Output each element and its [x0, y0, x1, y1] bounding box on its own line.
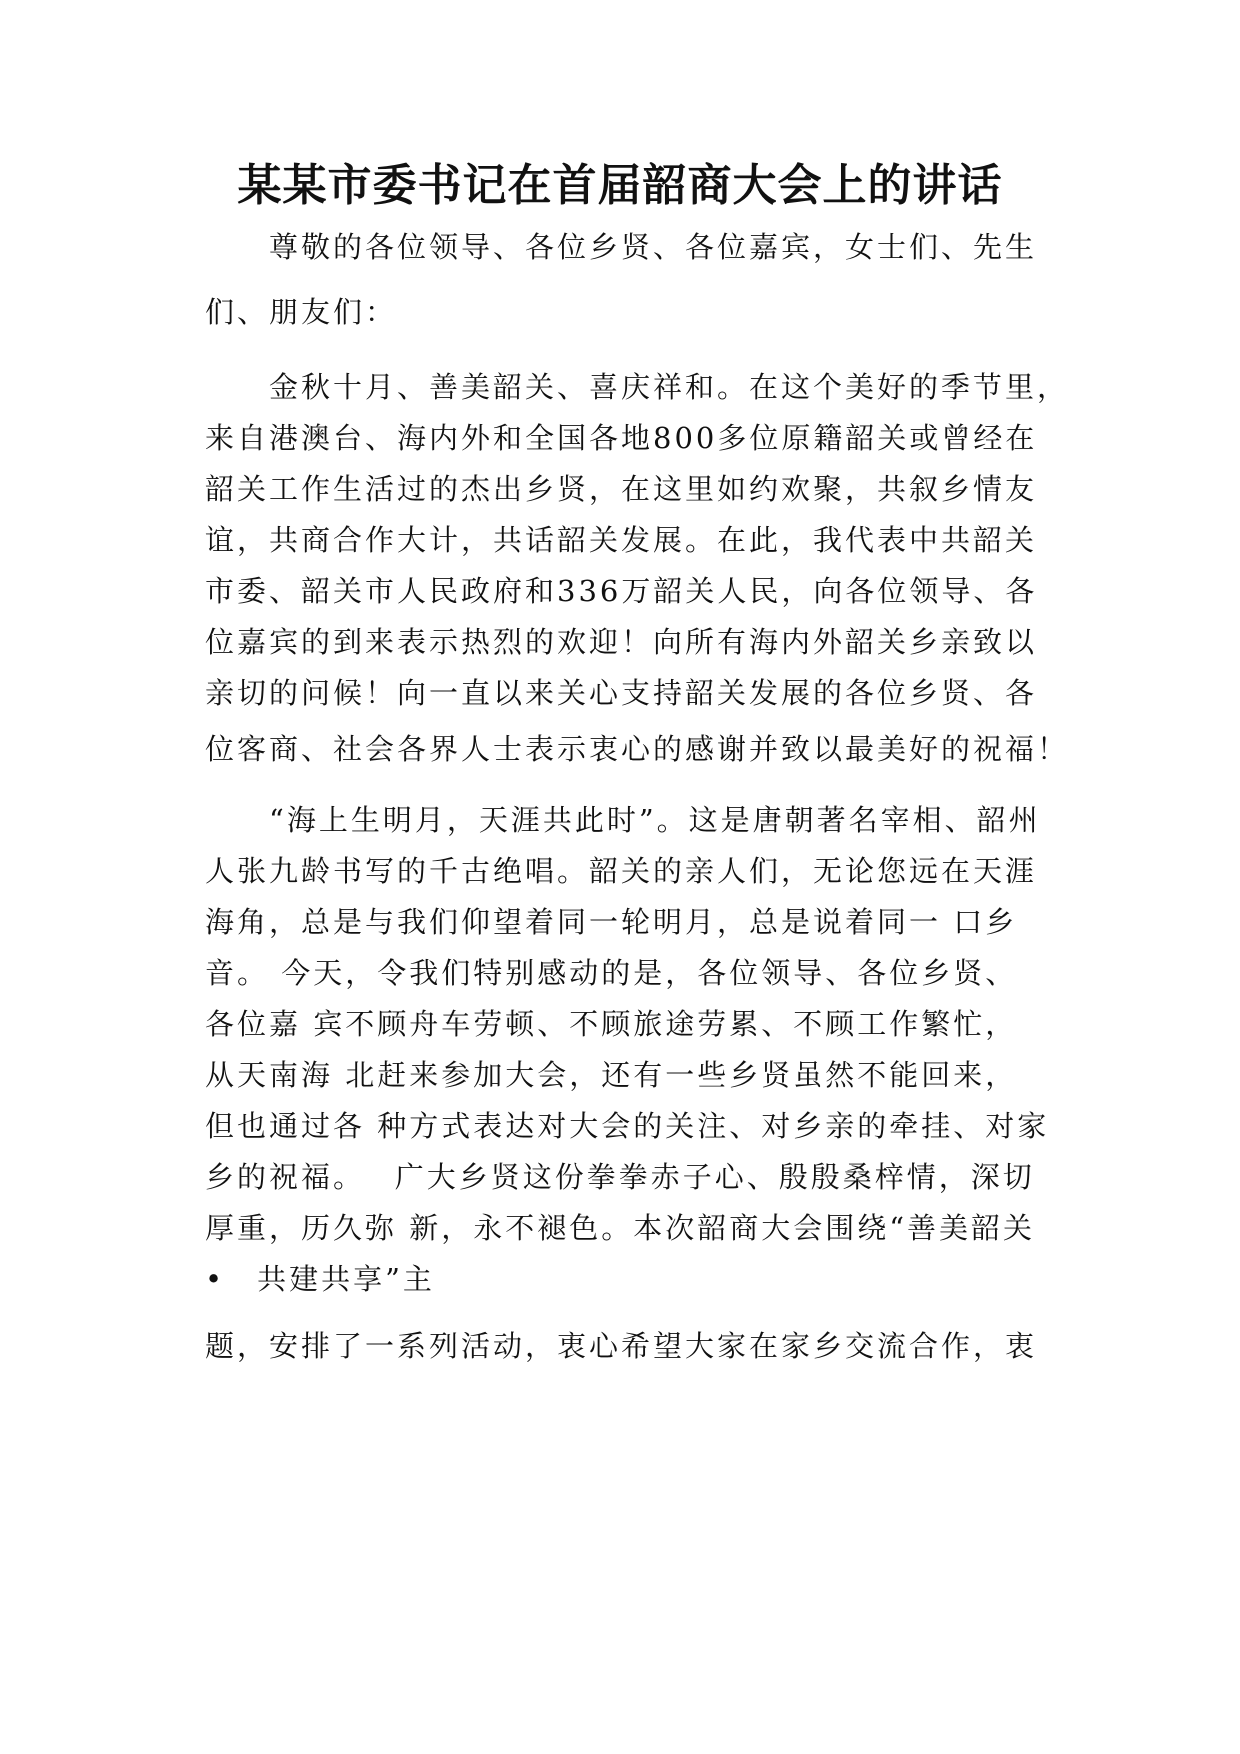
- text-line-21: 题，安排了一系列活动，衷心希望大家在家乡交流合作，衷: [205, 1329, 1038, 1363]
- text-line-19: 厚重，历久弥 新，永不褪色。本次韶商大会围绕“善美韶关: [205, 1211, 1036, 1245]
- text-line-5: 韶关工作生活过的杰出乡贤，在这里如约欢聚，共叙乡情友: [205, 472, 1038, 506]
- text-line-9: 亲切的问候！向一直以来关心支持韶关发展的各位乡贤、各: [205, 676, 1038, 710]
- document-title: 某某市委书记在首届韶商大会上的讲话: [237, 160, 1003, 211]
- text-line-12: 人张九龄书写的千古绝唱。韶关的亲人们，无论您远在天涯: [205, 854, 1038, 888]
- text-line-1: 尊敬的各位领导、各位乡贤、各位嘉宾，女士们、先生: [205, 230, 1038, 264]
- text-line-6: 谊，共商合作大计，共话韶关发展。在此，我代表中共韶关: [205, 523, 1038, 557]
- text-line-3: 金秋十月、善美韶关、喜庆祥和。在这个美好的季节里，: [205, 370, 1070, 404]
- text-line-17: 但也通过各 种方式表达对大会的关注、对乡亲的牵挂、对家: [205, 1109, 1050, 1143]
- text-line-18: 乡的祝福。 广大乡贤这份拳拳赤子心、殷殷桑梓情，深切: [205, 1160, 1035, 1194]
- text-line-14: 音。 今天，令我们特别感动的是，各位领导、各位乡贤、: [205, 956, 1018, 990]
- text-line-16: 从天南海 北赶来参加大会，还有一些乡贤虽然不能回来，: [205, 1058, 1018, 1092]
- text-line-13: 海角，总是与我们仰望着同一轮明月，总是说着同一 口乡: [205, 905, 1018, 939]
- text-line-11: “海上生明月，天涯共此时”。这是唐朝著名宰相、韶州: [205, 803, 1041, 837]
- text-line-15: 各位嘉 宾不顾舟车劳顿、不顾旅途劳累、不顾工作繁忙，: [205, 1007, 1018, 1041]
- text-line-8: 位嘉宾的到来表示热烈的欢迎！向所有海内外韶关乡亲致以: [205, 625, 1038, 659]
- text-line-4: 来自港澳台、海内外和全国各地800多位原籍韶关或曾经在: [205, 421, 1038, 455]
- text-line-20: • 共建共享”主: [205, 1262, 435, 1296]
- text-line-10: 位客商、社会各界人士表示衷心的感谢并致以最美好的祝福！: [205, 732, 1070, 766]
- text-line-7: 市委、韶关市人民政府和336万韶关人民，向各位领导、各: [205, 574, 1038, 608]
- text-line-2: 们、朋友们：: [205, 295, 398, 329]
